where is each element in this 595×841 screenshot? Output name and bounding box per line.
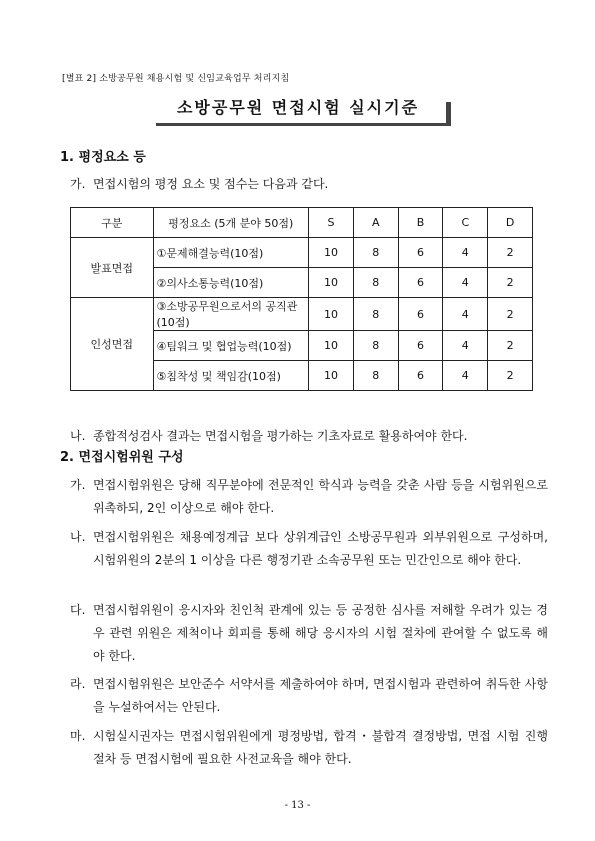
- table-row: [71, 238, 533, 268]
- score-cell: 4: [443, 238, 488, 268]
- score-cell: 10: [309, 331, 354, 361]
- score-cell: 10: [309, 268, 354, 298]
- table-header-row: [71, 208, 533, 238]
- title-shadow: [446, 102, 451, 125]
- table-header-cell: 평정요소 (5개 분야 50점): [153, 208, 309, 238]
- page-title: 소방공무원 면접시험 실시기준: [176, 98, 420, 117]
- score-cell: 6: [398, 238, 443, 268]
- score-cell: 2: [488, 238, 533, 268]
- table-header-cell: A: [353, 208, 398, 238]
- item-marker: 마.: [70, 729, 86, 743]
- score-cell: 4: [443, 298, 488, 331]
- section1-item-ga: [70, 173, 548, 196]
- title-box: [150, 96, 453, 126]
- item-marker: 다.: [70, 603, 86, 617]
- section2-item: [70, 599, 548, 668]
- criterion-cell: ②의사소통능력(10점): [153, 268, 309, 298]
- table-row: [71, 298, 533, 331]
- score-cell: 4: [443, 331, 488, 361]
- score-table: [70, 207, 533, 391]
- item-marker: 라.: [70, 677, 86, 691]
- score-cell: 6: [398, 298, 443, 331]
- score-cell: 10: [309, 298, 354, 331]
- score-cell: 8: [353, 298, 398, 331]
- item-text: 시험실시권자는 면접시험위원에게 평정방법, 합격・불합격 결정방법, 면접 시험 진행 절차 등 면접시험에 필요한 사전교육을 해야 한다.: [93, 729, 548, 766]
- criterion-cell: ⑤침착성 및 책임감(10점): [153, 361, 309, 391]
- item-marker: 가.: [70, 177, 86, 191]
- table-header-cell: S: [309, 208, 354, 238]
- page-number: - 13 -: [284, 800, 311, 811]
- category-cell: 발표면접: [71, 238, 154, 298]
- score-cell: 6: [398, 268, 443, 298]
- score-cell: 8: [353, 268, 398, 298]
- item-text: 면접시험위원은 채용예정계급 보다 상위계급인 소방공무원과 외부위원으로 구성하며, 시험위원의 2분의 1 이상을 다른 행정기관 소속공무원 또는 민간인으로 해야 한다.: [93, 530, 548, 567]
- section2-item: [70, 673, 548, 719]
- score-cell: 2: [488, 298, 533, 331]
- title-shadow-bottom: [156, 123, 451, 126]
- table-header-cell: 구분: [71, 208, 154, 238]
- score-cell: 4: [443, 361, 488, 391]
- item-text: 면접시험위원은 보안준수 서약서를 제출하여야 하며, 면접시험과 관련하여 취득한 사항을 누설하여서는 안된다.: [93, 677, 548, 714]
- item-text: 면접시험의 평정 요소 및 점수는 다음과 같다.: [93, 177, 329, 191]
- score-cell: 2: [488, 331, 533, 361]
- score-cell: 10: [309, 238, 354, 268]
- item-marker: 나.: [70, 530, 86, 544]
- score-cell: 10: [309, 361, 354, 391]
- section1-item-na: [70, 425, 548, 448]
- score-cell: 4: [443, 268, 488, 298]
- score-cell: 6: [398, 331, 443, 361]
- score-cell: 8: [353, 361, 398, 391]
- section2-heading: 2. 면접시험위원 구성: [60, 450, 184, 465]
- score-cell: 2: [488, 361, 533, 391]
- criterion-cell: ④팀워크 및 협업능력(10점): [153, 331, 309, 361]
- criterion-cell: ③소방공무원으로서의 공직관(10점): [153, 298, 309, 331]
- score-cell: 8: [353, 238, 398, 268]
- criterion-cell: ①문제해결능력(10점): [153, 238, 309, 268]
- item-marker: 가.: [70, 478, 86, 492]
- table-header-cell: B: [398, 208, 443, 238]
- section2-item: [70, 725, 548, 771]
- section1-heading: 1. 평정요소 등: [60, 150, 146, 165]
- score-cell: 8: [353, 331, 398, 361]
- item-text: 면접시험위원은 당해 직무분야에 전문적인 학식과 능력을 갖춘 사람 등을 시험위원으로 위촉하되, 2인 이상으로 해야 한다.: [93, 478, 548, 515]
- attachment-tag: [별표 2] 소방공무원 채용시험 및 신임교육업무 처리지침: [62, 74, 290, 84]
- table-header-cell: C: [443, 208, 488, 238]
- table-header-cell: D: [488, 208, 533, 238]
- item-marker: 나.: [70, 429, 86, 443]
- item-text: 종합적성검사 결과는 면접시험을 평가하는 기초자료로 활용하여야 한다.: [93, 429, 468, 443]
- category-cell: 인성면접: [71, 298, 154, 391]
- section2-item: [70, 526, 548, 572]
- score-cell: 2: [488, 268, 533, 298]
- section2-item: [70, 474, 548, 520]
- item-text: 면접시험위원이 응시자와 친인척 관계에 있는 등 공정한 심사를 저해할 우려가 있는 경우 관련 위원은 제척이나 회피를 통해 해당 응시자의 시험 절차에 관여할 수 없도록 해야 한다.: [93, 603, 548, 663]
- score-cell: 6: [398, 361, 443, 391]
